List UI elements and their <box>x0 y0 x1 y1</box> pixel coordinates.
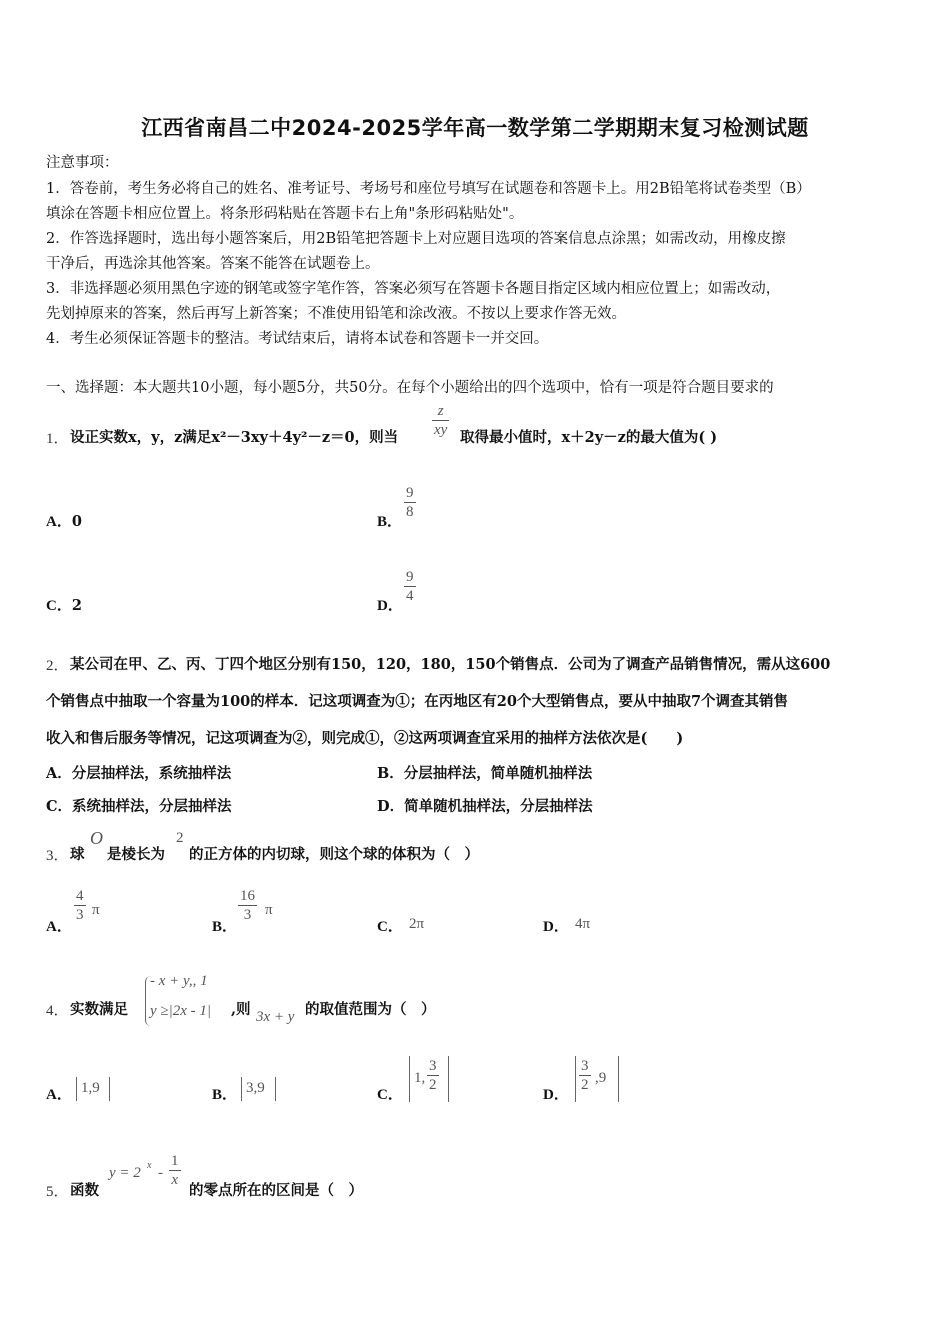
fraction-4-over-3: $\frac{4}{3}$ <box>76 888 84 923</box>
page-title: 江西省南昌二中2024-2025学年高一数学第二学期期末复习检测试题 <box>141 116 809 140</box>
question-text: 是棱长为 <box>107 846 165 863</box>
question-number: 5． <box>46 1184 69 1200</box>
notice-line: 干净后，再选涂其他答案。答案不能答在试题卷上。 <box>46 256 380 272</box>
notice-line: 2．作答选择题时，选出每小题答案后，用2B铅笔把答题卡上对应题目选项的答案信息点涂黑；如需改动，用橡皮擦 <box>46 231 786 247</box>
notice-line: 先划掉原来的答案，然后再写上新答案；不准使用铅笔和涂改液。不按以上要求作答无效。 <box>46 306 626 322</box>
fraction-1-over-x: $\frac{1}{x}$ <box>171 1153 179 1188</box>
pi-symbol: π <box>92 902 100 918</box>
option-c-lower: 1, <box>414 1070 426 1086</box>
question-number: 1． <box>46 431 69 447</box>
question-number: 3． <box>46 848 69 864</box>
fraction-z-over-xy <box>432 402 449 439</box>
fraction-9-over-4: $\frac{9}{4}$ <box>406 569 414 604</box>
fraction-3-over-2: $\frac{3}{2}$ <box>581 1058 589 1093</box>
objective-expr: 3x + y <box>256 1009 295 1025</box>
fraction-16-over-3: $\frac{16}{3}$ <box>240 888 255 923</box>
option-d-value: 4π <box>575 916 591 932</box>
option-a[interactable]: A． <box>46 919 72 935</box>
notice-line: 3．非选择题必须用黑色字迹的钢笔或签字笔作答，答案必须写在答题卡各题目指定区域内相应位置上；如需改动， <box>46 281 781 297</box>
option-b[interactable]: B． <box>212 1087 238 1103</box>
option-c[interactable]: C． <box>377 919 403 935</box>
question-text: 函数 <box>70 1182 99 1199</box>
notice-line: 4．考生必须保证答题卡的整洁。考试结束后，请将本试卷和答题卡一并交回。 <box>46 331 549 347</box>
question-text: 球 <box>70 846 85 863</box>
notice-line: 填涂在答题卡相应位置上。将条形码粘贴在答题卡右上角"条形码粘贴处"。 <box>46 206 524 222</box>
option-b[interactable]: B． <box>377 514 403 530</box>
function-expr: y = 2 <box>109 1165 141 1181</box>
option-c[interactable]: C． <box>377 1087 403 1103</box>
question-text: 个销售点中抽取一个容量为100的样本．记这项调查为①；在丙地区有20个大型销售点，要从中抽取7个调查其销售 <box>46 693 789 710</box>
constraint-1: - x + y,, 1 <box>150 973 208 989</box>
option-b-value: 3,9 <box>246 1080 265 1096</box>
question-text: 的零点所在的区间是（ ） <box>189 1182 363 1199</box>
exponent-x: x <box>147 1160 152 1171</box>
option-c-value: 2π <box>409 916 425 932</box>
question-number: 4． <box>46 1003 69 1019</box>
question-text: 取得最小值时，x＋2y－z的最大值为( ) <box>460 429 718 446</box>
option-d[interactable]: D． <box>543 1087 569 1103</box>
sphere-o-symbol: O <box>90 828 103 848</box>
question-text: 设正实数x，y，z满足x²－3xy＋4y²－z＝0，则当 <box>70 429 399 446</box>
option-d[interactable]: D． <box>377 598 403 614</box>
option-d-upper: ,9 <box>595 1070 607 1086</box>
option-a[interactable]: A．分层抽样法，系统抽样法 <box>46 765 232 782</box>
notice-line: 1．答卷前，考生务必将自己的姓名、准考证号、考场号和座位号填写在试题卷和答题卡上。用2B铅笔将试卷类型（B） <box>46 181 811 197</box>
question-text: 实数满足 <box>70 1001 128 1018</box>
option-a[interactable]: A．0 <box>46 513 82 530</box>
constraint-2: y ≥|2x - 1| <box>150 1003 212 1019</box>
option-c[interactable]: C．系统抽样法，分层抽样法 <box>46 798 232 815</box>
option-b[interactable]: B． <box>212 919 238 935</box>
option-c[interactable]: C．2 <box>46 597 82 614</box>
option-a-value: 1,9 <box>81 1080 100 1096</box>
minus-sign: - <box>158 1165 163 1181</box>
notice-heading: 注意事项： <box>46 155 119 171</box>
question-text: 收入和售后服务等情况，记这项调查为②，则完成①，②这两项调查宜采用的抽样方法依次是( ) <box>46 730 684 747</box>
question-text: ,则 <box>231 1001 251 1018</box>
question-text: 某公司在甲、乙、丙、丁四个地区分别有150，120，180，150个销售点．公司为了调查产品销售情况，需从这600 <box>70 656 831 673</box>
fraction-numerator: z <box>437 403 444 419</box>
edge-length: 2 <box>176 830 184 846</box>
question-number: 2． <box>46 658 69 674</box>
pi-symbol: π <box>265 902 273 918</box>
question-text: 的取值范围为（ ） <box>305 1001 436 1018</box>
fraction-9-over-8: $\frac{9}{8}$ <box>406 485 414 520</box>
option-b[interactable]: B．分层抽样法，简单随机抽样法 <box>377 765 593 782</box>
option-a[interactable]: A． <box>46 1087 72 1103</box>
fraction-3-over-2: $\frac{3}{2}$ <box>429 1058 437 1093</box>
section-heading: 一、选择题：本大题共10小题，每小题5分，共50分。在每个小题给出的四个选项中，恰有一项是符合题目要求的 <box>46 380 774 396</box>
question-text: 的正方体的内切球，则这个球的体积为（ ） <box>189 846 479 863</box>
option-d[interactable]: D．简单随机抽样法，分层抽样法 <box>377 798 593 815</box>
fraction-denominator: xy <box>434 422 448 438</box>
option-d[interactable]: D． <box>543 919 569 935</box>
